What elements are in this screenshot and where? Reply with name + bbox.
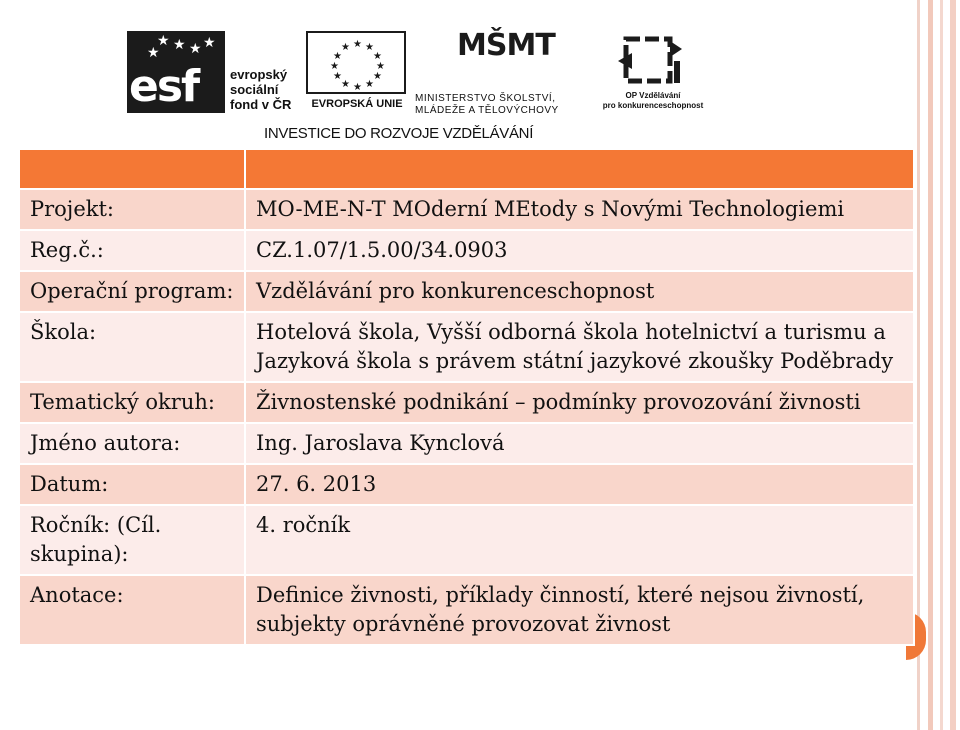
star-icon: ★ [157,33,170,49]
row-label: Škola: [19,312,245,382]
star-icon: ★ [330,61,339,72]
star-icon: ★ [173,37,186,53]
star-icon: ★ [147,45,160,61]
row-label: Reg.č.: [19,230,245,271]
star-icon: ★ [203,35,216,51]
row-value: MO-ME-N-T MOderní MEtody s Novými Technologiemi [245,189,914,230]
msmt-caption-line: MINISTERSTVO ŠKOLSTVÍ, [415,93,556,104]
msmt-caption [415,93,590,117]
row-label: Tematický okruh: [19,382,245,423]
row-value: 27. 6. 2013 [245,464,914,505]
star-icon: ★ [333,71,342,82]
row-value: Definice živnosti, příklady činností, které nejsou živností, subjekty oprávněné provozovat živnost [245,575,914,645]
row-label: Jméno autora: [19,423,245,464]
star-icon: ★ [341,42,350,53]
table-row [19,230,914,271]
op-caption-line: OP Vzdělávání [625,91,681,100]
table-row [19,423,914,464]
star-icon: ★ [365,79,374,90]
esf-mark: esf [129,61,199,112]
star-icon: ★ [373,51,382,62]
table-header-cell [19,149,245,189]
star-icon: ★ [353,82,362,93]
star-icon: ★ [333,51,342,62]
row-label: Datum: [19,464,245,505]
row-label: Anotace: [19,575,245,645]
table-row [19,575,914,645]
table-row [19,382,914,423]
table-row [19,312,914,382]
esf-caption-line: evropský [230,67,288,82]
eu-logo [306,31,408,113]
eu-flag [306,31,406,94]
row-label: Projekt: [19,189,245,230]
star-icon: ★ [373,71,382,82]
star-icon: ★ [353,39,362,50]
esf-mark-background [127,31,225,113]
decorative-stripe [940,0,943,730]
op-caption-line: pro konkurenceschopnost [602,101,704,110]
decorative-stripe [950,0,956,730]
esf-caption-line: fond v ČR [230,97,292,112]
decorative-stripe [928,0,933,730]
op-caption [598,91,708,111]
esf-caption [230,67,291,112]
table-header-cell [245,149,914,189]
eu-caption: EVROPSKÁ UNIE [311,98,403,110]
esf-logo [127,31,297,116]
msmt-mark: MŠMT [457,28,555,63]
table-row [19,505,914,575]
op-emblem-icon [598,31,708,89]
op-logo [598,31,708,116]
star-icon: ★ [341,79,350,90]
row-value: CZ.1.07/1.5.00/34.0903 [245,230,914,271]
investice-banner: INVESTICE DO ROZVOJE VZDĚLÁVÁNÍ [264,125,534,142]
row-value: Hotelová škola, Vyšší odborná škola hotelnictví a turismu a Jazyková škola s právem státní jazykové zkoušky Poděbrady [245,312,914,382]
row-value: Vzdělávání pro konkurenceschopnost [245,271,914,312]
msmt-caption-line: MLÁDEŽE A TĚLOVÝCHOVY [415,105,559,116]
project-info-table [18,148,915,646]
table-row [19,464,914,505]
table-row [19,271,914,312]
row-label: Ročník: (Cíl. skupina): [19,505,245,575]
esf-caption-line: sociální [230,82,279,97]
row-label: Operační program: [19,271,245,312]
table-row [19,189,914,230]
star-icon: ★ [365,42,374,53]
table-header-row [19,149,914,189]
row-value: Živnostenské podnikání – podmínky provozování živnosti [245,382,914,423]
row-value: Ing. Jaroslava Kynclová [245,423,914,464]
msmt-logo [415,28,590,116]
star-icon: ★ [376,61,385,72]
star-icon: ★ [189,41,202,57]
row-value: 4. ročník [245,505,914,575]
